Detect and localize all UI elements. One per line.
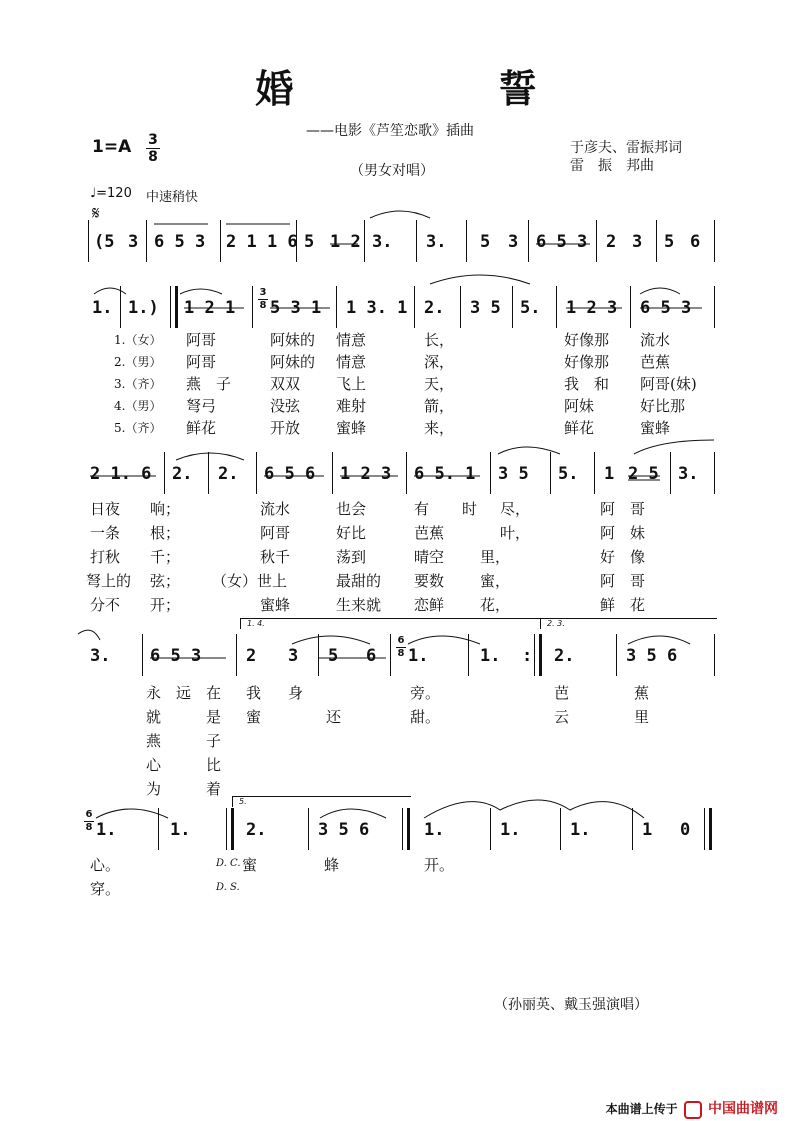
volta-bracket-2: 2. 3.	[540, 618, 717, 629]
lyric: 最甜的	[336, 572, 382, 590]
lyric: 恋鲜	[414, 596, 445, 614]
note: 3	[128, 232, 139, 252]
note: 2.	[172, 464, 193, 484]
note: 3.	[678, 464, 699, 484]
lyric: 双双	[270, 375, 301, 393]
tempo-text: 中速稍快	[146, 190, 199, 205]
note: 2 5	[628, 464, 659, 484]
lyric: 叶，	[500, 524, 531, 542]
note: 3	[508, 232, 519, 252]
lyric: 荡到	[336, 548, 367, 566]
performer-credit: （孙丽英、戴玉强演唱）	[494, 997, 648, 1013]
note: 6 5 3	[536, 232, 588, 252]
note: 5	[480, 232, 491, 252]
lyric: 生来就	[336, 596, 382, 614]
lyric: 开。	[424, 856, 455, 874]
lyric: 芭	[554, 684, 570, 702]
lyric: 阿	[600, 572, 616, 590]
site-logo-text[interactable]: 中国曲谱网	[708, 1101, 778, 1117]
lyric: 还	[326, 708, 342, 726]
lyric: 里，	[480, 548, 511, 566]
lyric: 心	[146, 756, 162, 774]
lyric: 来，	[424, 419, 455, 437]
note: 6 5 3	[640, 298, 692, 318]
volta-bracket-1: 1. 4.	[240, 618, 543, 629]
lyric: 哥	[630, 500, 646, 518]
lyric: 甜。	[410, 708, 441, 726]
lyric: 花	[630, 596, 646, 614]
dc-mark: D. C.	[216, 858, 241, 869]
lyric: 就	[146, 708, 162, 726]
note: 1 2 3	[566, 298, 618, 318]
lyric: 好像那	[564, 353, 610, 371]
lyric: 好	[600, 548, 616, 566]
lyric: 蜜	[242, 856, 258, 874]
note: 1.	[500, 820, 521, 840]
lyric: 蜜蜂	[640, 419, 671, 437]
lyric: 没弦	[270, 397, 301, 415]
lyric: 好像那	[564, 331, 610, 349]
lyric: 好比	[336, 524, 367, 542]
note: 6 5 3	[154, 232, 206, 252]
lyric: 蜜蜂	[260, 596, 291, 614]
lyric: 打秋	[90, 548, 121, 566]
time-change: 6 8	[85, 809, 93, 833]
lyric: 鲜花	[564, 419, 595, 437]
note: 3.	[426, 232, 447, 252]
site-footer	[606, 1098, 778, 1119]
note: 1.	[480, 646, 501, 666]
volta-bracket-5: 5.	[232, 796, 411, 807]
lyric: 流水	[640, 331, 671, 349]
note: 1 3. 1	[346, 298, 408, 318]
lyric: 也会	[336, 500, 367, 518]
lyric: 蜜	[246, 708, 262, 726]
lyric: 弩上的	[86, 572, 132, 590]
lyric: 哥	[630, 572, 646, 590]
lyric: 花，	[480, 596, 511, 614]
lyric: 好比那	[640, 397, 686, 415]
lyric: 蜜，	[480, 572, 511, 590]
composer: 雷 振 邦曲	[570, 158, 654, 174]
tempo-mark: ♩=120	[90, 186, 132, 201]
lyric: 子	[206, 732, 222, 750]
lyric: 开；	[150, 596, 181, 614]
note: 2	[246, 646, 257, 666]
note: 5 3 1	[270, 298, 322, 318]
note: 6 5 3	[150, 646, 202, 666]
note: 1.	[96, 820, 117, 840]
lyric: 燕	[146, 732, 162, 750]
note: 1.	[570, 820, 591, 840]
site-logo-icon	[684, 1101, 702, 1119]
note: 2.	[424, 298, 445, 318]
lyric: 难射	[336, 397, 367, 415]
note: 6	[690, 232, 701, 252]
lyric: （女）世上	[212, 572, 288, 590]
lyric: 阿哥	[260, 524, 291, 542]
time-signature: 3 8	[146, 133, 160, 164]
lyric: 着	[206, 780, 222, 798]
lyric: 比	[206, 756, 222, 774]
lyric: 是	[206, 708, 222, 726]
verse-label: 1.（女）	[114, 333, 162, 347]
lyric: 阿哥	[186, 353, 217, 371]
subtitle: ——电影《芦笙恋歌》插曲	[306, 123, 474, 139]
lyric: 天，	[424, 375, 455, 393]
verse-label: 2.（男）	[114, 355, 162, 369]
lyric: 永	[146, 684, 162, 702]
note: 2 1 1 6	[226, 232, 298, 252]
lyric: 情意	[336, 353, 367, 371]
note: 5	[328, 646, 339, 666]
lyric: 深，	[424, 353, 455, 371]
lyric: 弦；	[150, 572, 181, 590]
note: 2.	[554, 646, 575, 666]
lyric: 云	[554, 708, 570, 726]
page-title: 婚 誓	[255, 66, 633, 111]
lyric: 阿哥	[186, 331, 217, 349]
time-change: 3 8	[259, 287, 267, 311]
lyric: 我 和	[564, 375, 610, 393]
lyric: 心。	[90, 856, 121, 874]
lyric: 根；	[150, 524, 181, 542]
lyric: 妹	[630, 524, 646, 542]
ds-mark: D. S.	[216, 882, 240, 893]
lyric: 阿妹的	[270, 353, 316, 371]
lyric: 阿妹	[564, 397, 595, 415]
lyric: 芭蕉	[414, 524, 445, 542]
note: 5.	[558, 464, 579, 484]
note: 2.	[246, 820, 267, 840]
lyric: 日夜	[90, 500, 121, 518]
note: 2.	[218, 464, 239, 484]
lyric: 芭蕉	[640, 353, 671, 371]
lyric: 阿	[600, 524, 616, 542]
lyric: 穿。	[90, 880, 121, 898]
lyric: 流水	[260, 500, 291, 518]
time-change: 6 8	[397, 635, 405, 659]
lyric: 鲜	[600, 596, 616, 614]
note: 6 5 6	[264, 464, 316, 484]
verse-label: 3.（齐）	[114, 377, 162, 391]
note: 1.)	[128, 298, 159, 318]
lyric: 蜜蜂	[336, 419, 367, 437]
lyric: 在	[206, 684, 222, 702]
note: 3 5 6	[318, 820, 370, 840]
lyric: 燕 子	[186, 375, 232, 393]
lyric: 我	[246, 684, 262, 702]
verse-label: 4.（男）	[114, 399, 162, 413]
note: 1	[642, 820, 653, 840]
note: 1 2 1	[184, 298, 236, 318]
lyric: 蕉	[634, 684, 650, 702]
note: 6	[366, 646, 377, 666]
note: 1	[604, 464, 615, 484]
lyric: 开放	[270, 419, 301, 437]
note: 3	[288, 646, 299, 666]
lyric: 千；	[150, 548, 181, 566]
lyric: 箭，	[424, 397, 455, 415]
upload-text: 本曲谱上传于	[605, 1102, 678, 1116]
note: 5.	[520, 298, 541, 318]
lyric: 为	[146, 780, 162, 798]
note: 1.	[92, 298, 113, 318]
note: 0	[680, 820, 691, 840]
performers-note: （男女对唱）	[350, 163, 434, 179]
note: 1 2	[330, 232, 361, 252]
note: 3.	[372, 232, 393, 252]
lyric: 情意	[336, 331, 367, 349]
lyric: 尽，	[500, 500, 531, 518]
lyric: 飞上	[336, 375, 367, 393]
lyric: 身	[288, 684, 304, 702]
note: 1.	[408, 646, 429, 666]
note: 3	[632, 232, 643, 252]
lyric: 像	[630, 548, 646, 566]
verse-label: 5.（齐）	[114, 421, 162, 435]
note: 2	[606, 232, 617, 252]
lyric: 要数	[414, 572, 445, 590]
lyric: 时	[462, 500, 478, 518]
lyric: 鲜花	[186, 419, 217, 437]
lyric: 里	[634, 708, 650, 726]
note: 1 2 3	[340, 464, 392, 484]
lyric: 远	[176, 684, 192, 702]
lyric: 旁。	[410, 684, 441, 702]
note: 3 5	[470, 298, 501, 318]
lyric: 蜂	[324, 856, 340, 874]
lyric: 晴空	[414, 548, 445, 566]
note: 5	[664, 232, 675, 252]
lyric: 响；	[150, 500, 181, 518]
lyric: 弩弓	[186, 397, 217, 415]
lyric: 阿哥(妹)	[640, 375, 697, 393]
note: (5	[94, 232, 115, 252]
lyric: 长，	[424, 331, 455, 349]
lyric: 一条	[90, 524, 121, 542]
lyricist: 于彦夫、雷振邦词	[570, 140, 682, 156]
note: 3 5	[498, 464, 529, 484]
key-signature: 1=A	[92, 137, 132, 157]
lyric: 阿	[600, 500, 616, 518]
note: 6 5. 1	[414, 464, 476, 484]
lyric: 分不	[90, 596, 121, 614]
note: 1.	[170, 820, 191, 840]
note: 5	[304, 232, 315, 252]
lyric: 阿妹的	[270, 331, 316, 349]
lyric: 秋千	[260, 548, 291, 566]
lyric: 有	[414, 500, 430, 518]
note: 3.	[90, 646, 111, 666]
note: 3 5 6	[626, 646, 678, 666]
note: 1.	[424, 820, 445, 840]
note: 2 1. 6	[90, 464, 152, 484]
segno-icon: 𝄋	[92, 203, 100, 224]
